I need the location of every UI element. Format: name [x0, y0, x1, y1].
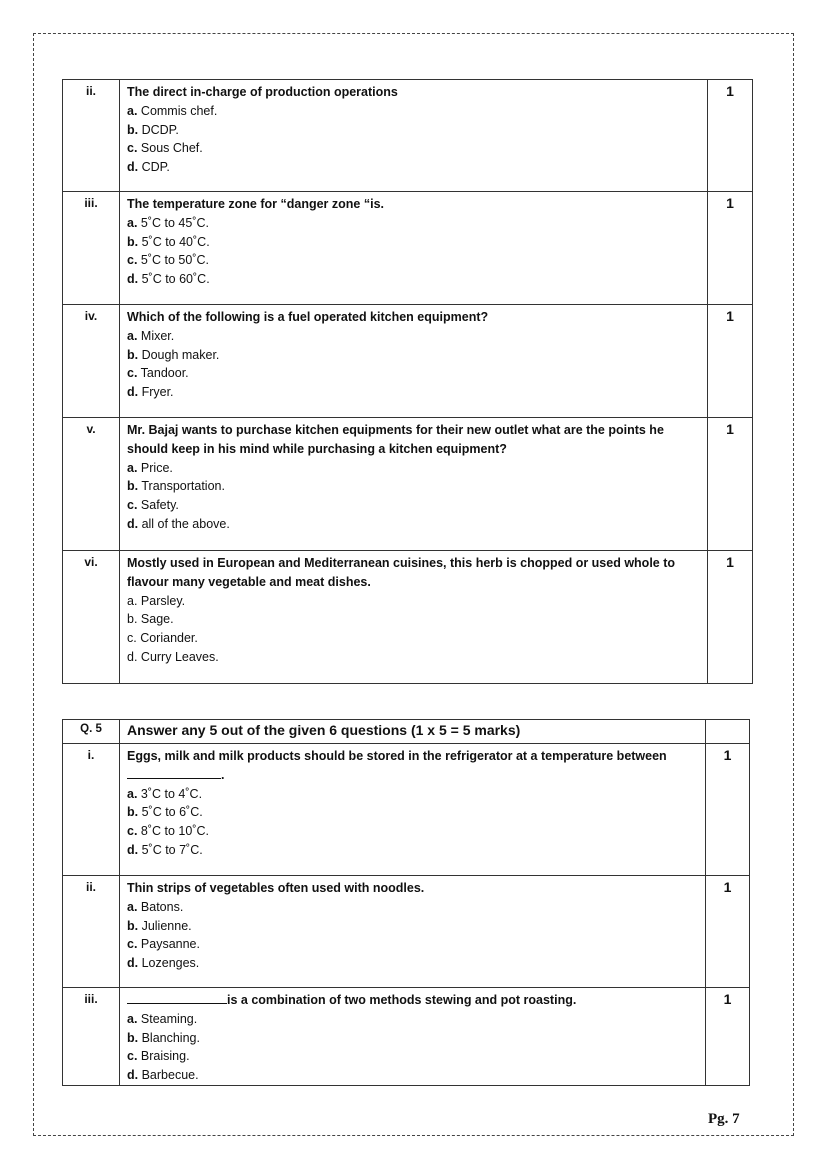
option-text: Dough maker.	[138, 347, 220, 362]
option-text: Barbecue.	[138, 1068, 199, 1083]
question-marks: 1	[708, 192, 753, 305]
question-number: ii.	[63, 876, 120, 988]
question-stem	[127, 308, 700, 327]
question-text: is a combination of two methods stewing and pot roasting.	[227, 993, 577, 1007]
question-text: Thin strips of vegetables often used with noodles.	[127, 881, 425, 895]
answer-option	[127, 496, 700, 515]
question-body	[120, 80, 708, 192]
answer-option	[127, 214, 700, 233]
question-row	[63, 305, 753, 418]
question-number: iii.	[63, 192, 120, 305]
answer-option	[127, 515, 700, 534]
question-number: vi.	[63, 551, 120, 684]
question-number: v.	[63, 418, 120, 551]
answer-option	[127, 803, 698, 822]
question-marks: 1	[708, 305, 753, 418]
option-label: b.	[127, 122, 139, 137]
answer-option	[127, 935, 698, 954]
question-row	[63, 744, 750, 876]
answer-blank	[127, 992, 227, 1004]
option-text: Commis chef.	[137, 103, 218, 118]
question-marks: 1	[706, 876, 750, 988]
answer-option	[127, 139, 700, 158]
answer-option	[127, 251, 700, 270]
section-header-row	[63, 720, 750, 744]
option-label: b.	[127, 347, 139, 362]
option-label: a.	[127, 328, 138, 343]
answer-option	[127, 1010, 698, 1029]
question-number: iv.	[63, 305, 120, 418]
question-body	[120, 305, 708, 418]
option-label: b.	[127, 612, 138, 627]
answer-option	[127, 121, 700, 140]
option-text: Sage.	[137, 612, 174, 627]
option-label: c.	[127, 631, 137, 646]
option-label: c.	[127, 937, 138, 952]
option-label: c.	[127, 253, 138, 268]
option-text: Lozenges.	[138, 956, 200, 971]
option-text: 5˚C to 60˚C.	[138, 272, 210, 287]
question-row	[63, 418, 753, 551]
option-text: Batons.	[137, 899, 184, 914]
answer-option	[127, 822, 698, 841]
option-label: c.	[127, 1049, 138, 1064]
option-text: Sous Chef.	[137, 141, 203, 156]
answer-option	[127, 158, 700, 177]
option-text: Mixer.	[137, 328, 175, 343]
answer-option	[127, 629, 700, 648]
answer-option	[127, 610, 700, 629]
option-text: Braising.	[137, 1049, 190, 1064]
answer-option	[127, 477, 700, 496]
question-stem	[127, 747, 698, 785]
answer-option	[127, 364, 700, 383]
option-label: d.	[127, 516, 139, 531]
answer-option	[127, 954, 698, 973]
option-label: a.	[127, 103, 138, 118]
question-row	[63, 551, 753, 684]
answer-option	[127, 898, 698, 917]
option-label: a.	[127, 1011, 138, 1026]
question-text: The direct in-charge of production operations	[127, 85, 398, 99]
option-label: b.	[127, 805, 139, 820]
option-label: a.	[127, 215, 138, 230]
option-text: Blanching.	[138, 1030, 200, 1045]
question-number: iii.	[63, 988, 120, 1086]
question-marks: 1	[706, 988, 750, 1086]
answer-option	[127, 785, 698, 804]
question-stem	[127, 195, 700, 214]
question-text: Mostly used in European and Mediterranean cuisines, this herb is chopped or used whole to flavour many vegetable and meat dishes.	[127, 556, 676, 589]
option-text: 5˚C to 40˚C.	[138, 234, 210, 249]
answer-option	[127, 917, 698, 936]
question-body	[120, 876, 706, 988]
answer-option	[127, 592, 700, 611]
question-row	[63, 988, 750, 1086]
question-body	[120, 418, 708, 551]
answer-option	[127, 383, 700, 402]
question-marks: 1	[708, 551, 753, 684]
marks-header-cell	[706, 720, 750, 744]
option-label: d.	[127, 385, 139, 400]
option-text: Transportation.	[138, 479, 225, 494]
question-body	[120, 192, 708, 305]
question-text: Which of the following is a fuel operated kitchen equipment?	[127, 310, 489, 324]
answer-option	[127, 270, 700, 289]
question-body	[120, 744, 706, 876]
option-label: d.	[127, 272, 139, 287]
question-row	[63, 192, 753, 305]
question-text: Mr. Bajaj wants to purchase kitchen equipments for their new outlet what are the points he should keep in his mind while purchasing a kitchen equipment?	[127, 423, 664, 456]
option-text: 8˚C to 10˚C.	[137, 824, 209, 839]
answer-option	[127, 648, 700, 667]
answer-option	[127, 459, 700, 478]
question-body	[120, 551, 708, 684]
option-label: a.	[127, 786, 138, 801]
question-row	[63, 876, 750, 988]
question-stem	[127, 421, 700, 459]
page-number: Pg. 7	[708, 1111, 740, 1127]
option-text: Fryer.	[138, 385, 174, 400]
option-text: 3˚C to 4˚C.	[137, 786, 203, 801]
answer-option	[127, 1066, 698, 1085]
option-label: b.	[127, 918, 139, 933]
questions-table-q4	[62, 79, 753, 684]
answer-option	[127, 327, 700, 346]
option-text: CDP.	[138, 160, 170, 175]
option-text: Tandoor.	[137, 366, 189, 381]
option-label: d.	[127, 842, 139, 857]
section-number: Q. 5	[63, 720, 120, 744]
answer-option	[127, 102, 700, 121]
option-text: Paysanne.	[137, 937, 200, 952]
option-label: d.	[127, 160, 139, 175]
option-text: all of the above.	[138, 516, 230, 531]
option-label: a.	[127, 899, 138, 914]
question-stem	[127, 991, 698, 1010]
option-text: 5˚C to 50˚C.	[137, 253, 209, 268]
question-number: i.	[63, 744, 120, 876]
option-text: Parsley.	[137, 593, 186, 608]
option-text: Curry Leaves.	[137, 649, 219, 664]
option-label: a.	[127, 593, 138, 608]
answer-option	[127, 346, 700, 365]
questions-table-q5	[62, 719, 750, 1086]
option-text: 5˚C to 7˚C.	[138, 842, 203, 857]
option-label: c.	[127, 498, 138, 513]
question-text: The temperature zone for “danger zone “is.	[127, 197, 384, 211]
option-text: Steaming.	[137, 1011, 198, 1026]
answer-option	[127, 1029, 698, 1048]
question-row	[63, 80, 753, 192]
question-text: Eggs, milk and milk products should be stored in the refrigerator at a temperature between	[127, 749, 667, 763]
option-label: d.	[127, 649, 138, 664]
answer-blank	[127, 767, 221, 779]
option-text: 5˚C to 6˚C.	[138, 805, 203, 820]
option-label: c.	[127, 366, 138, 381]
option-text: Safety.	[137, 498, 179, 513]
option-label: b.	[127, 1030, 139, 1045]
option-label: b.	[127, 234, 139, 249]
option-label: c.	[127, 824, 138, 839]
question-stem	[127, 554, 700, 592]
question-stem	[127, 83, 700, 102]
option-label: d.	[127, 1068, 139, 1083]
option-text: Price.	[137, 460, 173, 475]
option-label: a.	[127, 460, 138, 475]
answer-option	[127, 233, 700, 252]
question-number: ii.	[63, 80, 120, 192]
option-label: c.	[127, 141, 138, 156]
option-text: Coriander.	[136, 631, 198, 646]
option-text: DCDP.	[138, 122, 179, 137]
option-label: d.	[127, 956, 139, 971]
question-body	[120, 988, 706, 1086]
question-stem	[127, 879, 698, 898]
option-text: Julienne.	[138, 918, 192, 933]
question-text-end: .	[221, 767, 225, 782]
question-marks: 1	[706, 744, 750, 876]
question-marks: 1	[708, 80, 753, 192]
answer-option	[127, 841, 698, 860]
question-marks: 1	[708, 418, 753, 551]
option-text: 5˚C to 45˚C.	[137, 215, 209, 230]
answer-option	[127, 1047, 698, 1066]
section-instructions: Answer any 5 out of the given 6 questions (1 x 5 = 5 marks)	[120, 720, 706, 744]
option-label: b.	[127, 479, 139, 494]
